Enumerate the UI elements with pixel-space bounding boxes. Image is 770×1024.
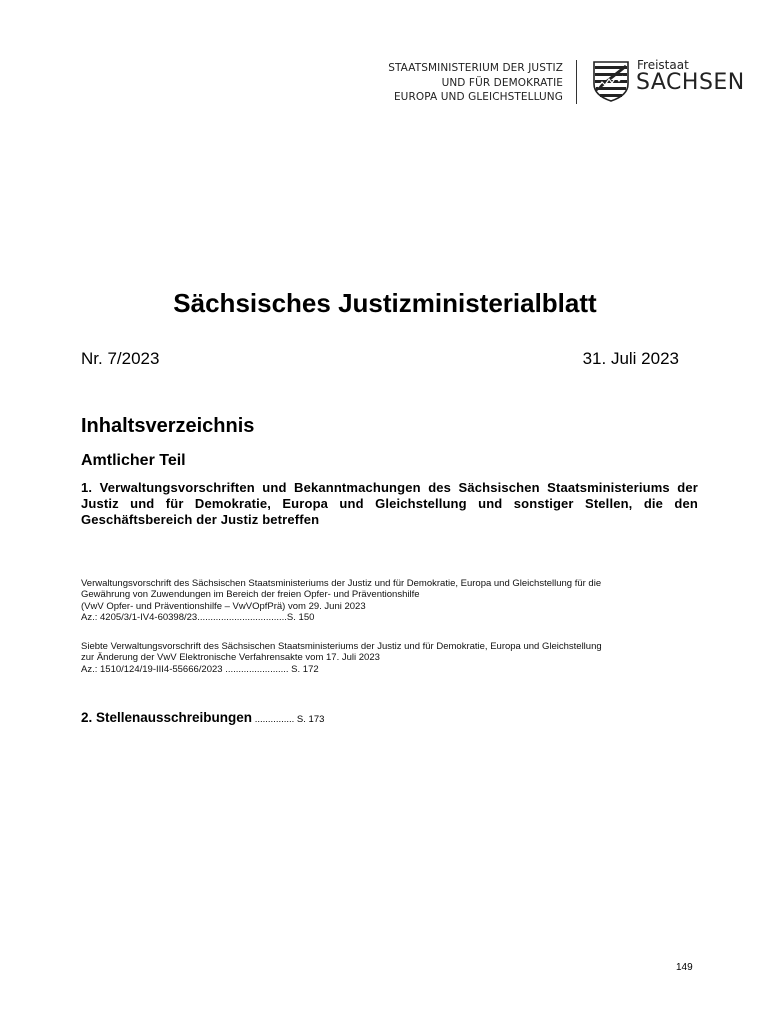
toc-entry (81, 641, 701, 675)
toc-entry-line: Az.: 4205/3/1-IV4-60398/23..................................S. 150 (81, 612, 315, 624)
jobs-heading: 2. Stellenausschreibungen (81, 710, 253, 725)
toc-entry-line: (VwV Opfer- und Präventionshilfe – VwVOpfPrä) vom 29. Juni 2023 (81, 600, 366, 612)
toc-entry-line: Az.: 1510/124/19-III4-55666/2023 ........................ S. 172 (81, 663, 319, 675)
ministry-name (388, 61, 563, 105)
page-number: 149 (676, 962, 693, 973)
toc-entry-jobs (81, 709, 324, 729)
toc-entry-line: zur Änderung der VwV Elektronische Verfahrensakte vom 17. Juli 2023 (81, 652, 380, 664)
document-title: Sächsisches Justizministerialblatt (173, 288, 597, 318)
ministry-line: EUROPA UND GLEICHSTELLUNG (393, 91, 563, 103)
toc-heading: Inhaltsverzeichnis (81, 415, 255, 437)
issue-number: Nr. 7/2023 (81, 349, 160, 368)
ministry-line: UND FÜR DEMOKRATIE (441, 76, 563, 89)
toc-entry (81, 578, 701, 624)
toc-entry-line: Siebte Verwaltungsvorschrift des Sächsischen Staatsministeriums der Justiz und für Demokratie, Europa und Gleichstellung (81, 641, 602, 652)
subsection-heading: 1. Verwaltungsvorschriften und Bekanntmachungen des Sächsischen Staatsministeriums der Justiz und für Demokratie, Europa und Gleichstellung und sonstiger Stellen, die den Geschäftsbereich der Justiz betreffen (81, 480, 698, 527)
saxony-crest-icon (592, 60, 630, 102)
state-name: SACHSEN (636, 70, 745, 95)
header-divider (576, 60, 577, 104)
toc-entry-line: Verwaltungsvorschrift des Sächsischen Staatsministeriums der Justiz und für Demokratie, Europa und Gleichstellung für die (81, 578, 602, 589)
ministry-line: STAATSMINISTERIUM DER JUSTIZ (388, 62, 563, 74)
state-name-small: Freistaat (637, 58, 689, 72)
jobs-page-ref: ............... S. 173 (252, 714, 325, 725)
toc-entry-line: Gewährung von Zuwendungen im Bereich der freien Opfer- und Präventionshilfe (81, 589, 420, 601)
issue-date: 31. Juli 2023 (582, 349, 679, 368)
section-heading: Amtlicher Teil (81, 452, 186, 469)
